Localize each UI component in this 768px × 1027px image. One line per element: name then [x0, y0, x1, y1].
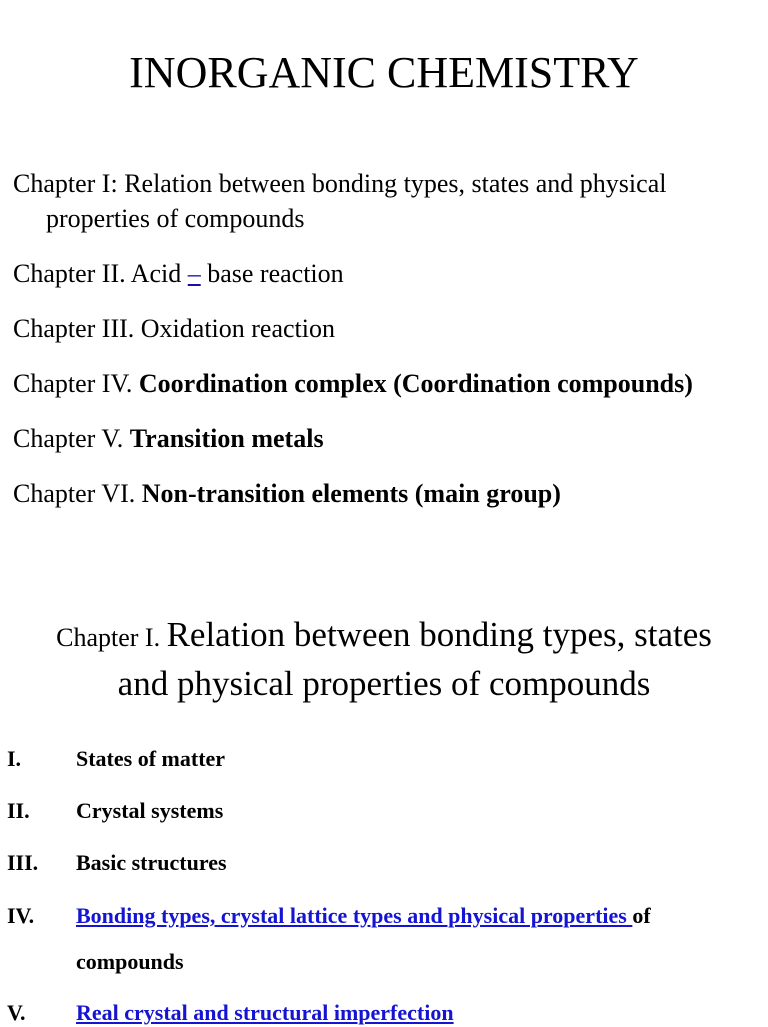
toc-text-suffix: of: [632, 903, 651, 928]
toc-number: II.: [7, 798, 30, 823]
toc-number: I.: [7, 746, 22, 771]
chapter-item-1: [13, 166, 753, 236]
chapter-item-2: [13, 256, 753, 291]
page-title: INORGANIC CHEMISTRY: [129, 48, 639, 97]
chapter-prefix: Chapter II. Acid: [13, 259, 188, 288]
chapter-item-5: [13, 421, 753, 456]
chapter-bold-text: Non-transition elements (main group): [141, 479, 561, 508]
dash-link[interactable]: –: [187, 259, 201, 288]
chapter-prefix: Chapter IV.: [13, 369, 139, 398]
chapter-text: Relation between bonding types, states and physical properties of compounds: [46, 169, 667, 233]
chapter-bold-text: Coordination complex (Coordination compounds): [138, 369, 693, 398]
toc-number: IV.: [7, 903, 35, 928]
toc-row-4-continuation: compounds: [76, 949, 184, 974]
toc-text: [76, 999, 454, 1027]
section-heading-line-2: and physical properties of compounds: [117, 664, 651, 703]
chapter-text: base reaction: [200, 259, 344, 288]
chapter-prefix: Chapter V.: [13, 424, 130, 453]
toc-number: V.: [7, 1000, 26, 1025]
chapter-list: [13, 166, 753, 531]
chapter-bold-text: Transition metals: [129, 424, 324, 453]
chapter-item-6: [13, 476, 753, 511]
toc-number: III.: [7, 850, 39, 875]
section-heading-prefix: Chapter I.: [56, 623, 167, 652]
toc-link-real-crystal[interactable]: Real crystal and structural imperfection: [76, 1000, 454, 1025]
section-heading-line-1: [0, 612, 768, 661]
chapter-item-4: [13, 366, 753, 401]
chapter-text: Oxidation reaction: [140, 314, 335, 343]
toc-text: Crystal systems: [76, 798, 224, 823]
toc-text: [76, 902, 651, 930]
section-heading-text-1: Relation between bonding types, states: [166, 615, 712, 654]
chapter-prefix: Chapter VI.: [13, 479, 142, 508]
toc-link-bonding-types[interactable]: Bonding types, crystal lattice types and physical properties: [76, 903, 633, 928]
chapter-item-3: [13, 311, 753, 346]
chapter-prefix: Chapter III.: [13, 314, 141, 343]
toc-text: Basic structures: [76, 850, 227, 875]
chapter-prefix: Chapter I:: [13, 169, 125, 198]
section-heading: [0, 612, 768, 707]
toc-text: States of matter: [76, 746, 226, 771]
